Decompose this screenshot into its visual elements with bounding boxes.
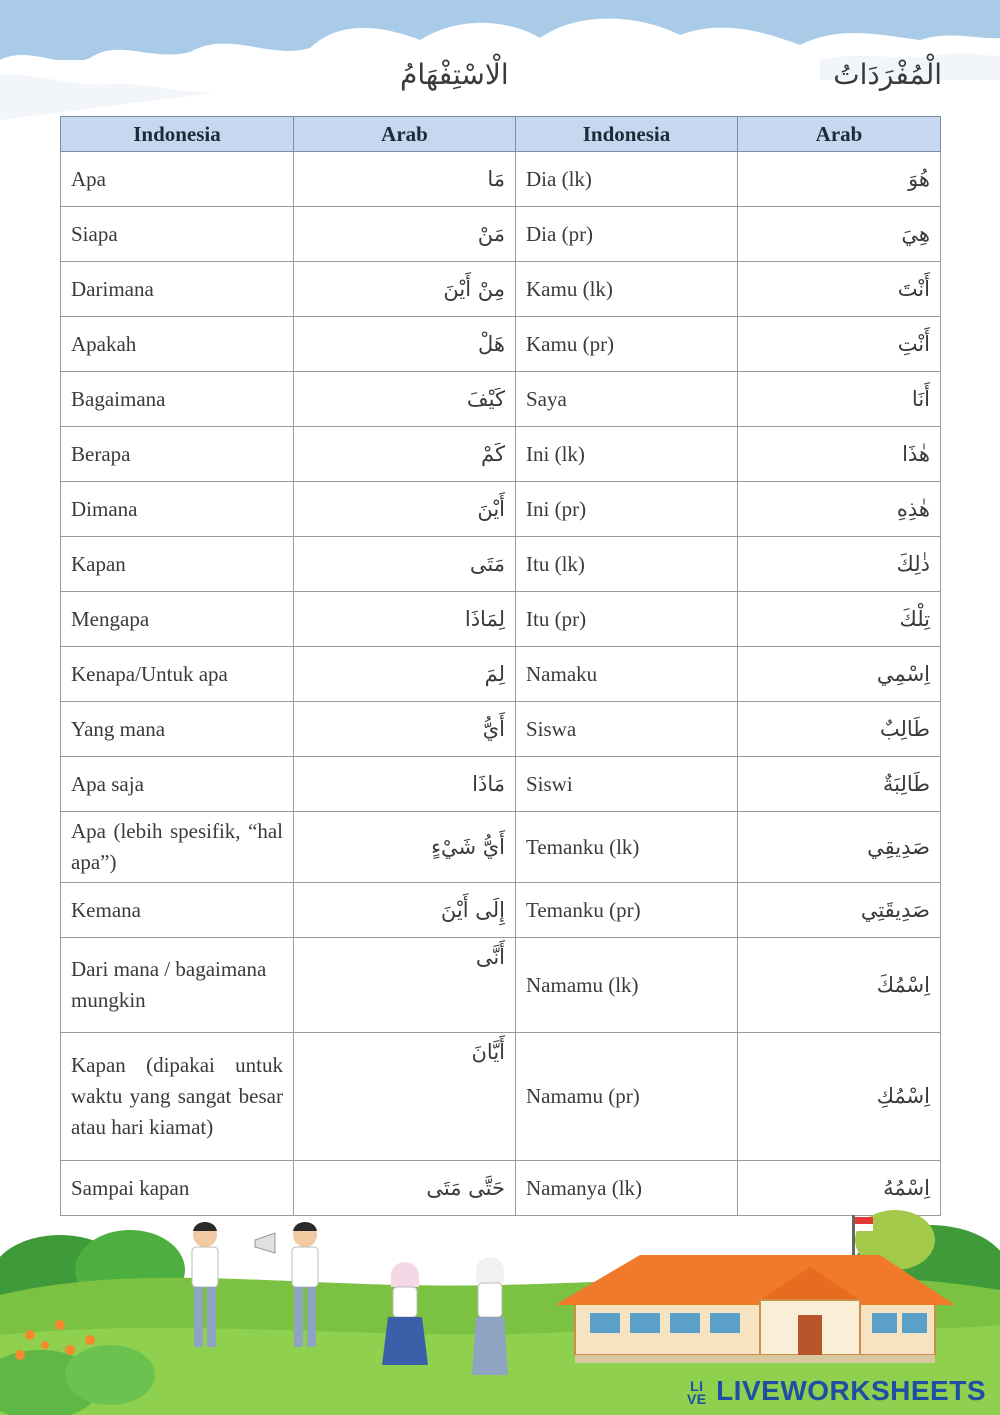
indonesian-cell: Kemana	[61, 883, 294, 938]
indonesian-cell: Namanya (lk)	[516, 1161, 738, 1216]
table-row	[61, 757, 941, 812]
column-header: Arab	[294, 117, 516, 152]
arabic-cell: صَدِيقَتِي	[738, 883, 941, 938]
indonesian-cell: Temanku (lk)	[516, 812, 738, 883]
table-row	[61, 207, 941, 262]
arabic-cell: ذٰلِكَ	[738, 537, 941, 592]
arabic-cell: لِمَاذَا	[294, 592, 516, 647]
column-header: Arab	[738, 117, 941, 152]
arabic-cell: هَلْ	[294, 317, 516, 372]
arabic-cell: مِنْ أَيْنَ	[294, 262, 516, 317]
indonesian-cell: Apa saja	[61, 757, 294, 812]
vocabulary-table	[60, 116, 941, 1216]
indonesian-cell: Apa (lebih spesifik, “hal apa”)	[61, 812, 294, 883]
arabic-cell: لِمَ	[294, 647, 516, 702]
indonesian-cell: Mengapa	[61, 592, 294, 647]
indonesian-cell: Ini (lk)	[516, 427, 738, 482]
indonesian-cell: Yang mana	[61, 702, 294, 757]
heading-istifham: الْاسْتِفْهَامُ	[400, 58, 509, 91]
arabic-cell: إِلَى أَيْنَ	[294, 883, 516, 938]
brand-text: LIVEWORKSHEETS	[716, 1375, 986, 1406]
indonesian-cell: Kamu (pr)	[516, 317, 738, 372]
arabic-cell: أَنْتَ	[738, 262, 941, 317]
table-row	[61, 592, 941, 647]
indonesian-cell: Namamu (lk)	[516, 938, 738, 1033]
table-row	[61, 372, 941, 427]
table-row	[61, 317, 941, 372]
table-row	[61, 537, 941, 592]
indonesian-cell: Sampai kapan	[61, 1161, 294, 1216]
indonesian-cell: Ini (pr)	[516, 482, 738, 537]
arabic-cell: حَتَّى مَتَى	[294, 1161, 516, 1216]
arabic-cell: اِسْمُهُ	[738, 1161, 941, 1216]
column-header: Indonesia	[516, 117, 738, 152]
arabic-cell: اِسْمِي	[738, 647, 941, 702]
indonesian-cell: Kapan	[61, 537, 294, 592]
table-header-row	[61, 117, 941, 152]
arabic-cell: مَتَى	[294, 537, 516, 592]
arabic-cell: كَيْفَ	[294, 372, 516, 427]
indonesian-cell: Namamu (pr)	[516, 1033, 738, 1161]
indonesian-cell: Apakah	[61, 317, 294, 372]
indonesian-cell: Siswi	[516, 757, 738, 812]
arabic-cell: أَنْتِ	[738, 317, 941, 372]
indonesian-cell: Kenapa/Untuk apa	[61, 647, 294, 702]
indonesian-cell: Darimana	[61, 262, 294, 317]
indonesian-cell: Siapa	[61, 207, 294, 262]
arabic-cell: أَنَّى	[294, 938, 516, 1033]
arabic-cell: صَدِيقِي	[738, 812, 941, 883]
heading-mufradat: الْمُفْرَدَاتُ	[833, 58, 942, 91]
arabic-cell: أَيَّانَ	[294, 1033, 516, 1161]
arabic-cell: طَالِبَةٌ	[738, 757, 941, 812]
indonesian-cell: Temanku (pr)	[516, 883, 738, 938]
arabic-cell: تِلْكَ	[738, 592, 941, 647]
liveworksheets-logo	[686, 1375, 986, 1407]
arabic-cell: أَيْنَ	[294, 482, 516, 537]
indonesian-cell: Namaku	[516, 647, 738, 702]
arabic-cell: هُوَ	[738, 152, 941, 207]
table-row	[61, 427, 941, 482]
indonesian-cell: Dari mana / bagaimana mungkin	[61, 938, 294, 1033]
indonesian-cell: Dimana	[61, 482, 294, 537]
arabic-cell: هٰذَا	[738, 427, 941, 482]
table-row	[61, 702, 941, 757]
table-row	[61, 262, 941, 317]
table-row	[61, 812, 941, 883]
arabic-cell: مَا	[294, 152, 516, 207]
arabic-cell: أَنَا	[738, 372, 941, 427]
table-row	[61, 647, 941, 702]
arabic-cell: مَاذَا	[294, 757, 516, 812]
table-row	[61, 482, 941, 537]
arabic-cell: اِسْمُكَ	[738, 938, 941, 1033]
arabic-cell: طَالِبٌ	[738, 702, 941, 757]
indonesian-cell: Berapa	[61, 427, 294, 482]
arabic-cell: هِيَ	[738, 207, 941, 262]
brand-prefix: LI VE	[686, 1377, 707, 1407]
indonesian-cell: Itu (pr)	[516, 592, 738, 647]
indonesian-cell: Siswa	[516, 702, 738, 757]
indonesian-cell: Itu (lk)	[516, 537, 738, 592]
table-row	[61, 938, 941, 1033]
arabic-cell: هٰذِهِ	[738, 482, 941, 537]
table-row	[61, 1033, 941, 1161]
indonesian-cell: Kapan (dipakai untuk waktu yang sangat besar atau hari kiamat)	[61, 1033, 294, 1161]
indonesian-cell: Dia (lk)	[516, 152, 738, 207]
arabic-cell: أَيُّ	[294, 702, 516, 757]
table-row	[61, 883, 941, 938]
column-header: Indonesia	[61, 117, 294, 152]
arabic-cell: أَيُّ شَيْءٍ	[294, 812, 516, 883]
arabic-cell: اِسْمُكِ	[738, 1033, 941, 1161]
arabic-cell: كَمْ	[294, 427, 516, 482]
indonesian-cell: Saya	[516, 372, 738, 427]
indonesian-cell: Bagaimana	[61, 372, 294, 427]
indonesian-cell: Dia (pr)	[516, 207, 738, 262]
indonesian-cell: Kamu (lk)	[516, 262, 738, 317]
arabic-cell: مَنْ	[294, 207, 516, 262]
table-row	[61, 152, 941, 207]
indonesian-cell: Apa	[61, 152, 294, 207]
